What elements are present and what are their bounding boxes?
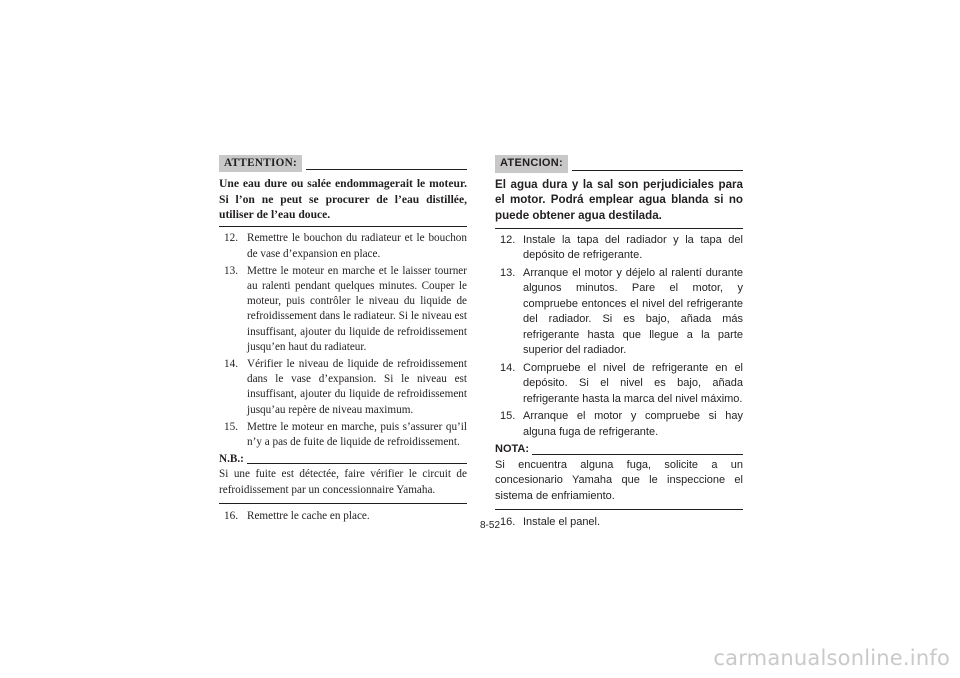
note-label: NOTA: [495,443,530,456]
step-number: 15. [224,420,238,433]
note-text: Si une fuite est détectée, faire vérifier le circuit de refroidissement par un concessionnaire Yamaha. [219,467,467,503]
step-item [495,515,743,531]
heading-rule [572,170,743,171]
step-number: 13. [500,266,516,279]
step-item [495,361,743,408]
step-list [219,231,467,450]
step-text: Remettre le cache en place. [247,509,370,522]
step-item [495,233,743,264]
step-text: Arranque el motor y compruebe si hay alguna fuga de refrigerante. [523,410,743,438]
step-text: Compruebe el nivel de refrigerante en el depósito. Si el nivel es bajo, añada refrigerante hasta la marca del nivel máximo. [523,361,743,405]
step-text: Vérifier le niveau de liquide de refroidissement dans le vase d’expansion. Si le niveau est insuffisant, ajouter du liquide de refroidissement jusqu’au repère de niveau maximum. [247,358,467,416]
step-number: 12. [500,233,516,246]
step-text: Instale la tapa del radiador y la tapa del depósito de refrigerante. [523,233,743,262]
step-item [219,357,467,418]
step-item [219,264,467,355]
note-rule [532,454,743,455]
step-text: Mettre le moteur en marche, puis s’assurer qu’il n’y a pas de fuite de liquide de refroidissement. [247,420,467,449]
spanish-column [495,155,743,533]
page-number: 8-52 [479,520,500,531]
step-item [495,409,743,440]
watermark: carmanualsonline.info [713,646,950,670]
attention-label: ATENCION: [495,155,568,173]
note-text: Si encuentra alguna fuga, solicite a un concesionario Yamaha que le inspeccione el sistema de enfriamiento. [495,458,743,511]
note-rule [247,463,467,464]
note-heading [495,442,743,458]
step-number: 14. [224,358,238,371]
step-item [219,509,467,524]
step-item [219,420,467,450]
step-list [495,233,743,441]
attention-text: El agua dura y la sal son perjudiciales para el motor. Podrá emplear agua blanda si no puede obtener agua destilada. [495,177,743,229]
heading-rule [306,169,467,170]
step-number: 13. [224,264,238,277]
step-number: 16. [224,509,238,522]
step-number: 12. [224,232,238,245]
step-text: Instale el panel. [523,516,601,529]
step-item [495,266,743,359]
attention-text: Une eau dure ou salée endommagerait le moteur. Si l’on ne peut se procurer de l’eau distillée, utiliser de l’eau douce. [219,176,467,227]
note-heading [219,452,467,467]
attention-label: ATTENTION: [219,155,302,172]
step-number: 15. [500,410,516,423]
attention-heading [219,155,467,172]
step-number: 14. [500,361,516,374]
step-text: Mettre le moteur en marche et le laisser tourner au ralenti pendant quelques minutes. Couper le moteur, puis contrôler le niveau du liquide de refroidissement dans le radiateur. Si le niveau est insuffisant, ajouter du liquide de refroidissement jusqu’en haut du radiateur. [247,264,467,353]
step-text: Remettre le bouchon du radiateur et le bouchon de vase d’expansion en place. [247,232,467,260]
step-number: 16. [500,516,516,529]
note-label: N.B.: [219,453,244,466]
attention-heading [495,155,743,173]
french-column [219,155,467,526]
step-item [219,231,467,261]
step-text: Arranque el motor y déjelo al ralentí durante algunos minutos. Pare el motor, y compruebe entonces el nivel del refrigerante del radiador. Si es bajo, añada más refrigerante hasta que llegue a la parte superior del radiador. [523,266,743,357]
